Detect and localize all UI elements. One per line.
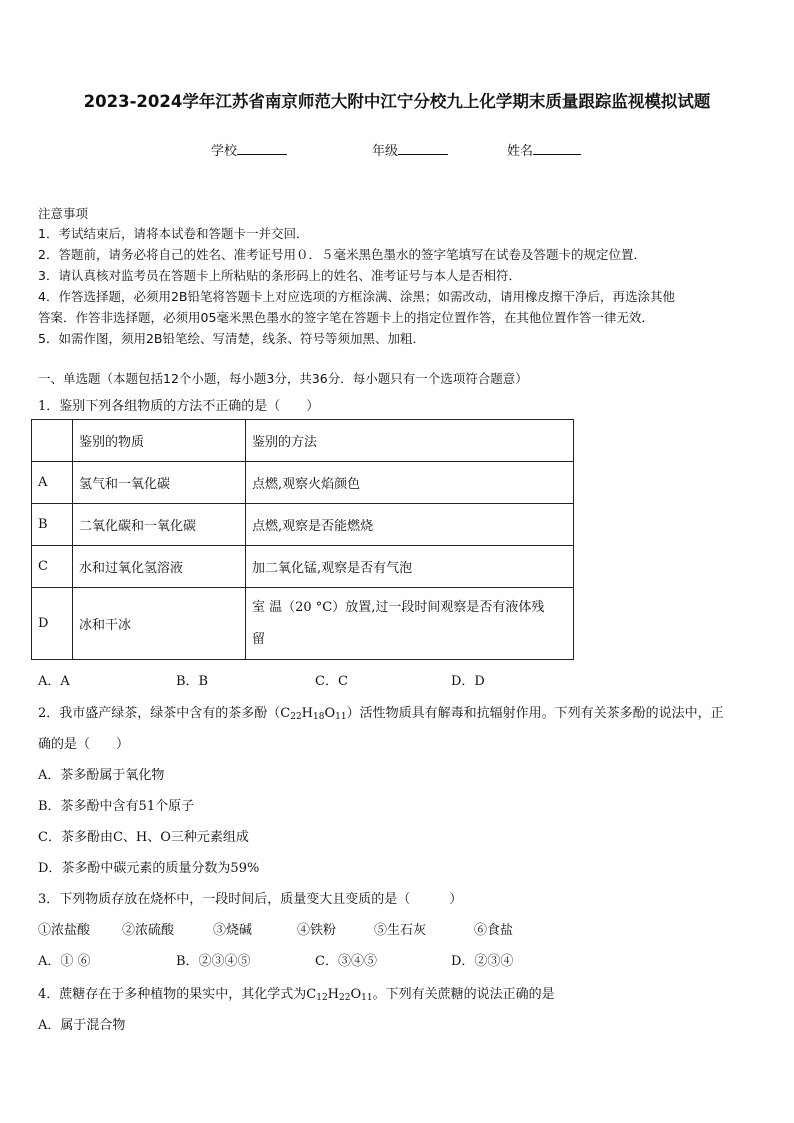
- row-method-line: 留: [252, 631, 266, 647]
- q1-table: [31, 419, 574, 660]
- school-blank: [237, 142, 287, 155]
- formula-element: O: [324, 706, 336, 721]
- formula-subscript: 11: [335, 712, 347, 722]
- option-a[interactable]: A．① ⑥: [38, 954, 91, 969]
- q2-option-d[interactable]: D．茶多酚中碳元素的质量分数为59%: [38, 861, 260, 876]
- name-field: [507, 140, 581, 159]
- q2-option-b[interactable]: B．茶多酚中含有51个原子: [38, 799, 195, 814]
- formula-element: O: [350, 987, 362, 1002]
- table-header-cell: [32, 420, 73, 462]
- notice-item: 3．请认真核对监考员在答题卡上所粘贴的条形码上的姓名、准考证号与本人是否相符．: [38, 268, 521, 283]
- option-c[interactable]: C．③④⑤: [315, 954, 377, 969]
- formula-subscript: 18: [313, 712, 325, 722]
- option-b[interactable]: B．B: [176, 674, 209, 689]
- option-b[interactable]: B．②③④⑤: [176, 954, 251, 969]
- option-d[interactable]: D．D: [451, 674, 485, 689]
- formula-subscript: 12: [316, 993, 328, 1003]
- row-substance: 二氧化碳和一氧化碳: [73, 504, 246, 546]
- grade-label: 年级: [372, 144, 399, 159]
- formula-element: H: [327, 987, 340, 1002]
- formula-subscript: 22: [339, 993, 351, 1003]
- school-field: [211, 140, 287, 159]
- notice-item: 5．如需作图，须用2B铅笔绘、写清楚，线条、符号等须加黑、加粗．: [38, 331, 425, 346]
- grade-field: [372, 140, 448, 159]
- formula-element: H: [301, 706, 314, 721]
- q3-item: ⑤生石灰: [374, 923, 427, 938]
- notice-item: 1．考试结束后，请将本试卷和答题卡一并交回．: [38, 226, 309, 241]
- q3-options: [38, 950, 513, 969]
- row-method: 点燃,观察火焰颜色: [246, 462, 574, 504]
- formula-subscript: 22: [290, 712, 302, 722]
- q2-stem: [38, 702, 724, 722]
- row-method-line: 室 温（20 °C）放置,过一段时间观察是否有液体残: [252, 599, 545, 615]
- row-method: [246, 588, 574, 660]
- option-a[interactable]: A．A: [38, 674, 70, 689]
- option-c[interactable]: C．C: [315, 674, 348, 689]
- q3-item: ①浓盐酸: [38, 923, 91, 938]
- name-blank: [533, 142, 581, 155]
- q1-options: [38, 670, 485, 689]
- q3-stem: 3．下列物质存放在烧杯中，一段时间后，质量变大且变质的是（ ）: [38, 892, 463, 907]
- grade-blank: [398, 142, 448, 155]
- school-label: 学校: [211, 144, 238, 159]
- q4-stem-post: 。下列有关蔗糖的说法正确的是: [372, 987, 555, 1002]
- table-header-cell: 鉴别的方法: [246, 420, 574, 462]
- table-row: [32, 462, 574, 504]
- row-method: 点燃,观察是否能燃烧: [246, 504, 574, 546]
- formula-subscript: 11: [361, 993, 373, 1003]
- row-label: C: [32, 546, 73, 588]
- q3-items: [38, 919, 513, 938]
- row-label: B: [32, 504, 73, 546]
- q3-item: ③烧碱: [213, 923, 253, 938]
- q2-stem-post: ）活性物质具有解毒和抗辐射作用。下列有关茶多酚的说法中，正: [346, 706, 724, 721]
- row-substance: 冰和干冰: [73, 588, 246, 660]
- table-header-row: [32, 420, 574, 462]
- row-label: A: [32, 462, 73, 504]
- row-substance: 水和过氧化氢溶液: [73, 546, 246, 588]
- q3-item: ②浓硫酸: [122, 923, 175, 938]
- q3-item: ④铁粉: [297, 923, 337, 938]
- table-row: [32, 504, 574, 546]
- row-substance: 氢气和一氧化碳: [73, 462, 246, 504]
- section-heading: 一、单选题（本题包括12个小题，每小题3分，共36分．每小题只有一个选项符合题意）: [38, 371, 528, 386]
- notice-item: 4．作答选择题，必须用2B铅笔将答题卡上对应选项的方框涂满、涂黑；如需改动，请用橡皮擦干净后，再选涂其他: [38, 289, 675, 304]
- notice-heading: 注意事项: [38, 206, 89, 221]
- q4-option-a[interactable]: A．属于混合物: [38, 1018, 126, 1033]
- exam-title: 2023-2024学年江苏省南京师范大附中江宁分校九上化学期末质量跟踪监视模拟试题: [83, 92, 711, 111]
- table-row: [32, 588, 574, 660]
- notice-item: 答案．作答非选择题，必须用05毫米黑色墨水的签字笔在答题卡上的指定位置作答，在其他位置作答一律无效．: [38, 310, 654, 325]
- q1-stem: 1．鉴别下列各组物质的方法不正确的是（ ）: [38, 399, 320, 414]
- q4-stem: [38, 983, 555, 1003]
- notice-item: 2．答题前，请务必将自己的姓名、准考证号用０．５毫米黑色墨水的签字笔填写在试卷及答题卡的规定位置．: [38, 247, 646, 262]
- q4-stem-pre: 4．蔗糖存在于多种植物的果实中，其化学式为C: [38, 987, 317, 1002]
- name-label: 姓名: [507, 144, 534, 159]
- table-header-cell: 鉴别的物质: [73, 420, 246, 462]
- q3-item: ⑥食盐: [474, 923, 514, 938]
- q2-stem-pre: 2．我市盛产绿茶，绿茶中含有的茶多酚（C: [38, 706, 291, 721]
- q2-option-c[interactable]: C．茶多酚由C、H、O三种元素组成: [38, 830, 249, 845]
- table-row: [32, 546, 574, 588]
- q2-stem-line2: 确的是（ ）: [38, 737, 130, 752]
- option-d[interactable]: D．②③④: [451, 954, 514, 969]
- row-method: 加二氧化锰,观察是否有气泡: [246, 546, 574, 588]
- q2-option-a[interactable]: A．茶多酚属于氧化物: [38, 768, 165, 783]
- row-label: D: [32, 588, 73, 660]
